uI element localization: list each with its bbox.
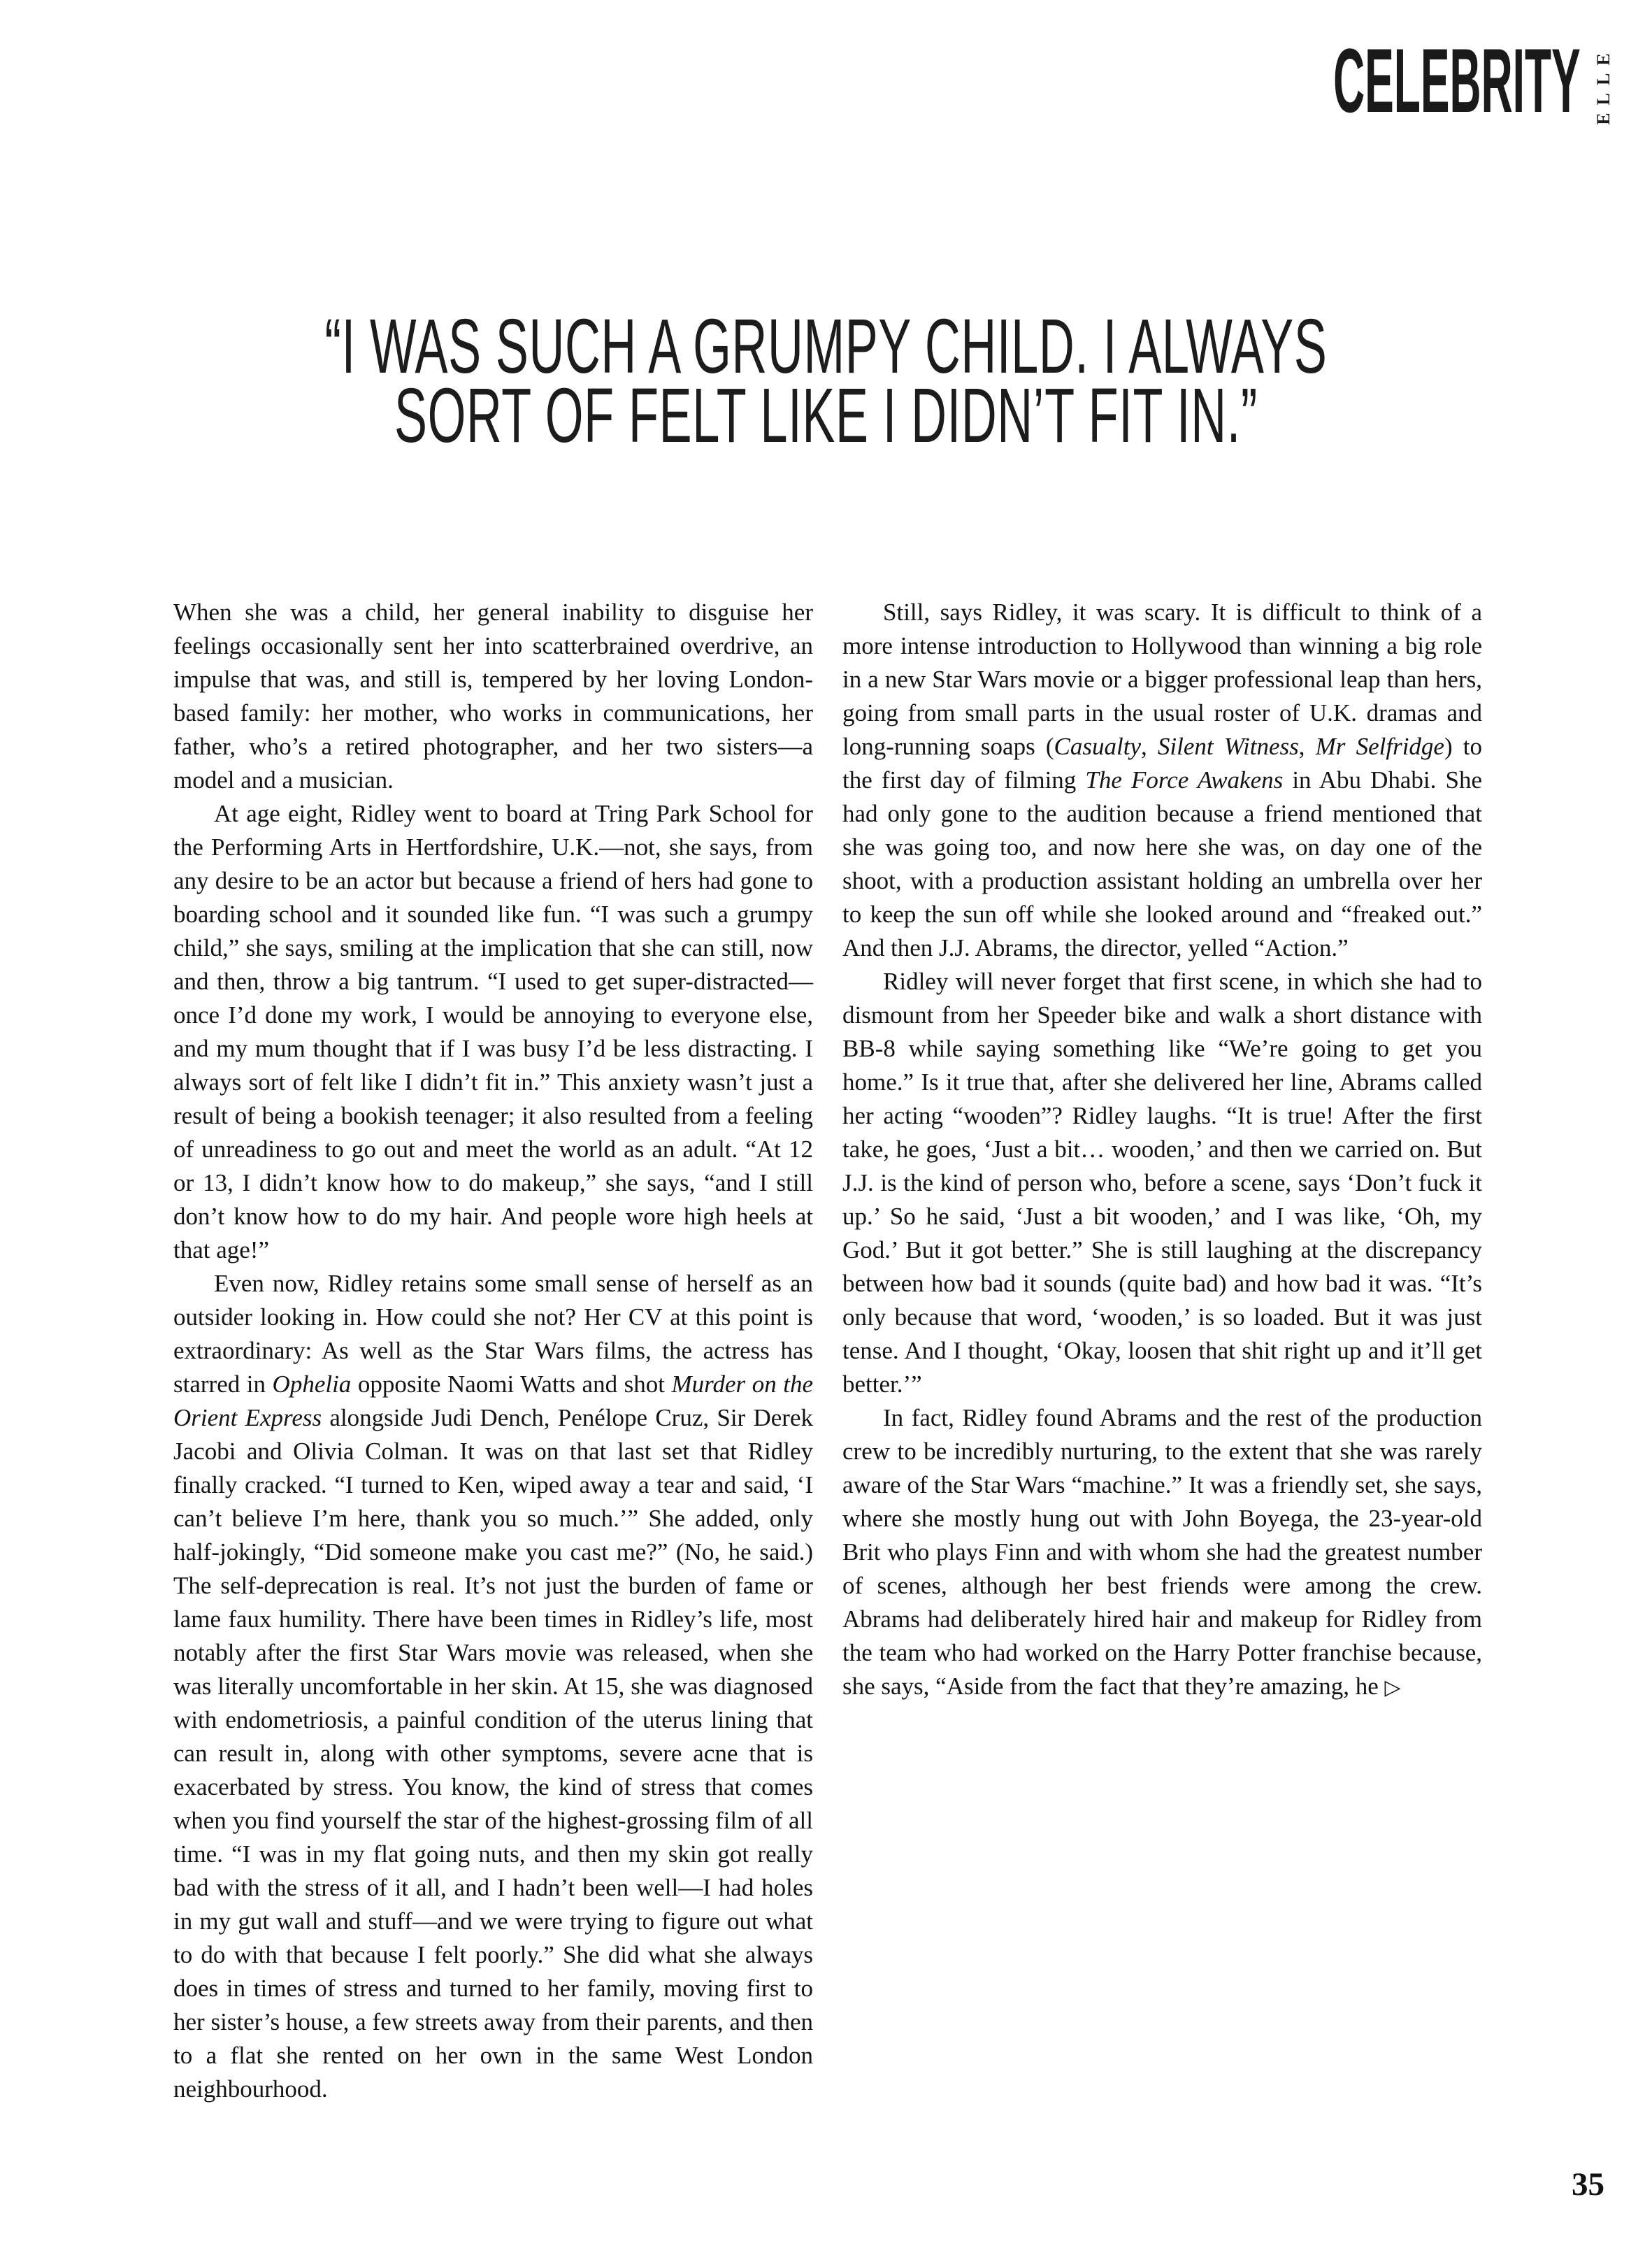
body-text: At age eight, Ridley went to board at Tring Park School for the Performing Arts in Hertfordshire, U.K.—not, she says, from any desire to be an actor but because a friend of hers had gone to boarding school and it sounded like fun. “I was such a grumpy child,” she says, smiling at the implication that she can still, now and then, throw a big tantrum. “I used to get super-distracted—once I’d done my work, I would be annoying to everyone else, and my mum thought that if I was busy I’d be less distracting. I always sort of felt like I didn’t fit in.” This anxiety wasn’t just a result of being a bookish teenager; it also resulted from a feeling of unreadiness to go out and meet the world as an adult. “At 12 or 13, I didn’t know how to do makeup,” she says, “and I still don’t know how to do my hair. And people wore high heels at that age!” (173, 800, 813, 1263)
article-paragraph (173, 596, 813, 797)
body-text: , (1298, 733, 1316, 760)
section-title (1333, 29, 1581, 131)
body-text: In fact, Ridley found Abrams and the rest of the production crew to be incredibly nurturing, to the extent that she was rarely aware of the Star Wars “machine.” It was a friendly set, she says, where she mostly hung out with John Boyega, the 23-year-old Brit who plays Finn and with whom she had the greatest number of scenes, although her best friends were among the crew. Abrams had deliberately hired hair and makeup for Ridley from the team who had worked on the Harry Potter franchise because, she says, “Aside from the fact that they’re amazing, he (842, 1404, 1482, 1700)
article-paragraph (842, 965, 1482, 1401)
brand-logo-text: ELLE (1593, 45, 1614, 125)
italic-title-text: Murder on the Orient Express (173, 1370, 813, 1431)
article-paragraph (173, 1267, 813, 2106)
body-text: in Abu Dhabi. She had only gone to the audition because a friend mentioned that she was going too, and now here she was, on day one of the shoot, with a production assistant holding an umbrella over her to keep the sun off while she looked around and “freaked out.” And then J.J. Abrams, the director, yelled “Action.” (842, 766, 1482, 961)
article-body (173, 596, 1482, 2145)
continuation-arrow-icon: ▷ (1384, 1675, 1401, 1700)
italic-title-text: Ophelia (272, 1370, 352, 1398)
pull-quote-line-2: SORT OF FELT LIKE I DIDN’T FIT IN.” (394, 373, 1258, 459)
article-paragraph (173, 797, 813, 1267)
body-text: When she was a child, her general inability to disguise her feelings occasionally sent her into scatterbrained overdrive, an impulse that was, and still is, tempered by her loving London-based family: her mother, who works in communications, her father, who’s a retired photographer, and her two sisters—a model and a musician. (173, 599, 813, 794)
body-text: Ridley will never forget that first scene, in which she had to dismount from her Speeder bike and walk a short distance with BB-8 while saying something like “We’re going to get you home.” Is it true that, after she delivered her line, Abrams called her acting “wooden”? Ridley laughs. “It is true! After the first take, he goes, ‘Just a bit… wooden,’ and then we carried on. But J.J. is the kind of person who, before a scene, says ‘Don’t fuck it up.’ So he said, ‘Just a bit wooden,’ and I was like, ‘Oh, my God.’ But it got better.” She is still laughing at the discrepancy between how bad it sounds (quite bad) and how bad it was. “It’s only because that word, ‘wooden,’ is so loaded. But it was just tense. And I thought, ‘Okay, loosen that shit right up and it’ll get better.’” (842, 968, 1482, 1398)
section-title-text: CELEBRITY (1333, 29, 1581, 131)
body-text: opposite Naomi Watts and shot (351, 1370, 672, 1398)
pull-quote (297, 303, 1354, 459)
italic-title-text: Casualty (1054, 733, 1141, 760)
pull-quote-line-1: “I WAS SUCH A GRUMPY CHILD. I ALWAYS (324, 303, 1328, 389)
body-text: Still, says Ridley, it was scary. It is difficult to think of a more intense introduction to Hollywood than winning a big role in a new Star Wars movie or a bigger professional leap than hers, going from small parts in the usual roster of U.K. dramas and long-running soaps ( (842, 599, 1482, 760)
page-number: 35 (1572, 2166, 1604, 2203)
body-text: Even now, Ridley retains some small sense of herself as an outsider looking in. How could she not? Her CV at this point is extraordinary: As well as the Star Wars films, the actress has starred in (173, 1270, 813, 1398)
body-text: , (1140, 733, 1158, 760)
brand-logo-vertical (1590, 45, 1617, 125)
body-text: alongside Judi Dench, Penélope Cruz, Sir Derek Jacobi and Olivia Colman. It was on that last set that Ridley finally cracked. “I turned to Ken, wiped away a tear and said, ‘I can’t believe I’m here, thank you so much.’” She added, only half-jokingly, “Did someone make you cast me?” (No, he said.) The self-deprecation is real. It’s not just the burden of fame or lame faux humility. There have been times in Ridley’s life, most notably after the first Star Wars movie was released, when she was literally uncomfortable in her skin. At 15, she was diagnosed with endometriosis, a painful condition of the uterus lining that can result in, along with other symptoms, severe acne that is exacerbated by stress. You know, the kind of stress that comes when you find yourself the star of the highest-grossing film of all time. “I was in my flat going nuts, and then my skin got really bad with the stress of it all, and I hadn’t been well—I had holes in my gut wall and stuff—and we were trying to figure out what to do with that because I felt poorly.” She did what she always does in times of stress and turned to her family, moving first to her sister’s house, a few streets away from their parents, and then to a flat she rented on her own in the same West London neighbourhood. (173, 1404, 813, 2103)
italic-title-text: Mr Selfridge (1315, 733, 1444, 760)
article-paragraph (842, 596, 1482, 965)
italic-title-text: Silent Witness (1157, 733, 1299, 760)
article-paragraph (842, 1401, 1482, 1705)
body-text: ) to the first day of filming (842, 733, 1482, 794)
italic-title-text: The Force Awakens (1085, 766, 1284, 794)
